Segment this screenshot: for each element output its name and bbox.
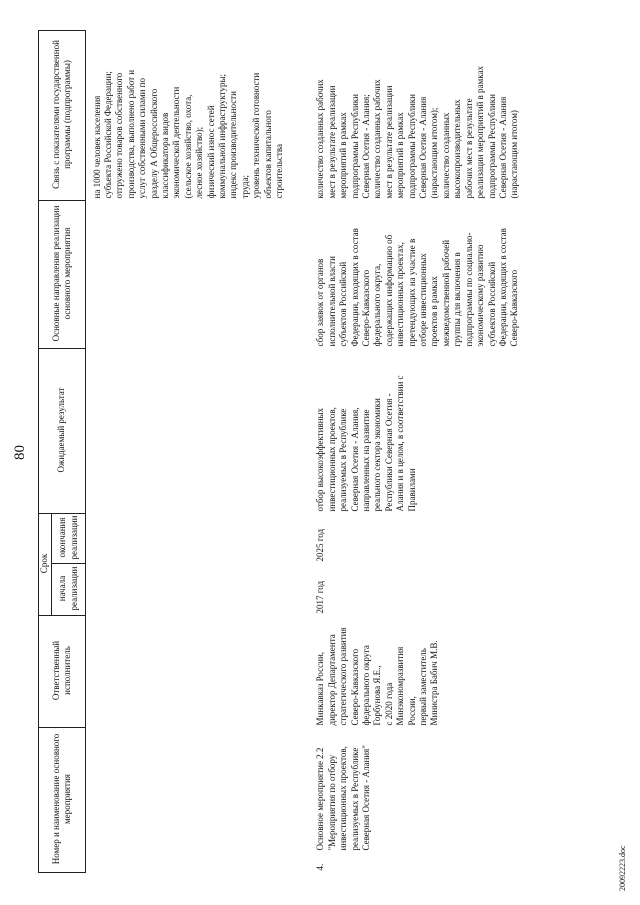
program-indicators: количество созданных рабочих мест в результате реализации мероприятий в рамках подпрограммы Республики Северная Осетия - Алания; количество созданных рабочих мест в результате реализации мероприятий в рамках подпрограммы Республики Северная Осетия - Алания (нарастающим итогом); количество созданных высокопроизводительных рабочих мест в результате реализации мероприятий в рамках подпрограммы Республики Северная Осетия - Алания (нарастающим итогом) bbox=[315, 66, 520, 199]
row-number: 4. bbox=[315, 863, 326, 871]
table-header bbox=[39, 30, 86, 872]
end-year: 2025 год bbox=[315, 528, 326, 562]
table-row bbox=[315, 30, 520, 872]
measure-name bbox=[92, 728, 286, 853]
table-row bbox=[92, 30, 286, 872]
measure-name: Основное мероприятие 2.2 "Мероприятия по отбору инвестиционных проектов, реализуемых в Республике Северная Осетия - Алания" bbox=[315, 745, 372, 851]
expected-result: отбор высокоэффективных инвестиционных проектов, реализуемых в Республике Северная Осетия - Алания, направленных на развитие реального сектора экономики Республики Северная Осетия - Алания и в целом, в соответствии с Правилами bbox=[315, 375, 417, 512]
main-directions bbox=[92, 200, 286, 348]
executor: Минкавказ России, директор Департамента стратегического развития Северо-Кавказского федерального округа Горбунова Я.Е., с 2020 года Минэкономразвития России, первый заместитель Министра Бабич М.В. bbox=[315, 627, 440, 726]
header-executor: Ответственный исполнитель bbox=[39, 616, 86, 728]
expected-result bbox=[92, 348, 286, 513]
program-measures-table bbox=[38, 30, 521, 873]
header-term-end: окончания реализации bbox=[52, 513, 86, 563]
header-expected-result: Ожидаемый результат bbox=[39, 348, 86, 513]
end-year bbox=[92, 513, 286, 563]
page-number: 80 bbox=[12, 445, 28, 460]
header-main-directions: Основные направления реализации основного мероприятия bbox=[39, 200, 86, 348]
row-number bbox=[92, 853, 286, 873]
start-year bbox=[92, 564, 286, 616]
header-term: Срок bbox=[39, 513, 52, 615]
header-measure-name: Номер и наименование основного мероприятия bbox=[39, 728, 86, 873]
header-term-start: начала реализации bbox=[52, 564, 86, 616]
start-year: 2017 год bbox=[315, 580, 326, 614]
executor bbox=[92, 616, 286, 728]
document-code: 20092223.doc bbox=[618, 845, 627, 891]
main-directions: сбор заявок от органов исполнительной власти субъектов Российской Федерации, входящих в состав Северо-Кавказского федерального округа, содержащих информацию об инвестиционных проектах, претендующих на участие в отборе инвестиционных проектов в рамках межведомственной рабочей группы для включения в подпрограммы по социально- экономическому развитию субъектов Российской Федерации, входящих в состав Северо-Кавказского bbox=[315, 228, 520, 347]
header-program-link: Связь с показателями государственной программы (подпрограммы) bbox=[39, 30, 86, 200]
program-indicators: на 1000 человек населения субъекта Российской Федерации; отгружено товаров собственного производства, выполнено работ и услуг собственными силами по разделу А Общероссийского классификатора видов экономической деятельности (сельское хозяйство, охота, лесное хозяйство); физический износ сетей коммунальной инфраструктуры; индекс производительности труда; уровень технической готовности объектов капитального строительства bbox=[91, 69, 284, 199]
